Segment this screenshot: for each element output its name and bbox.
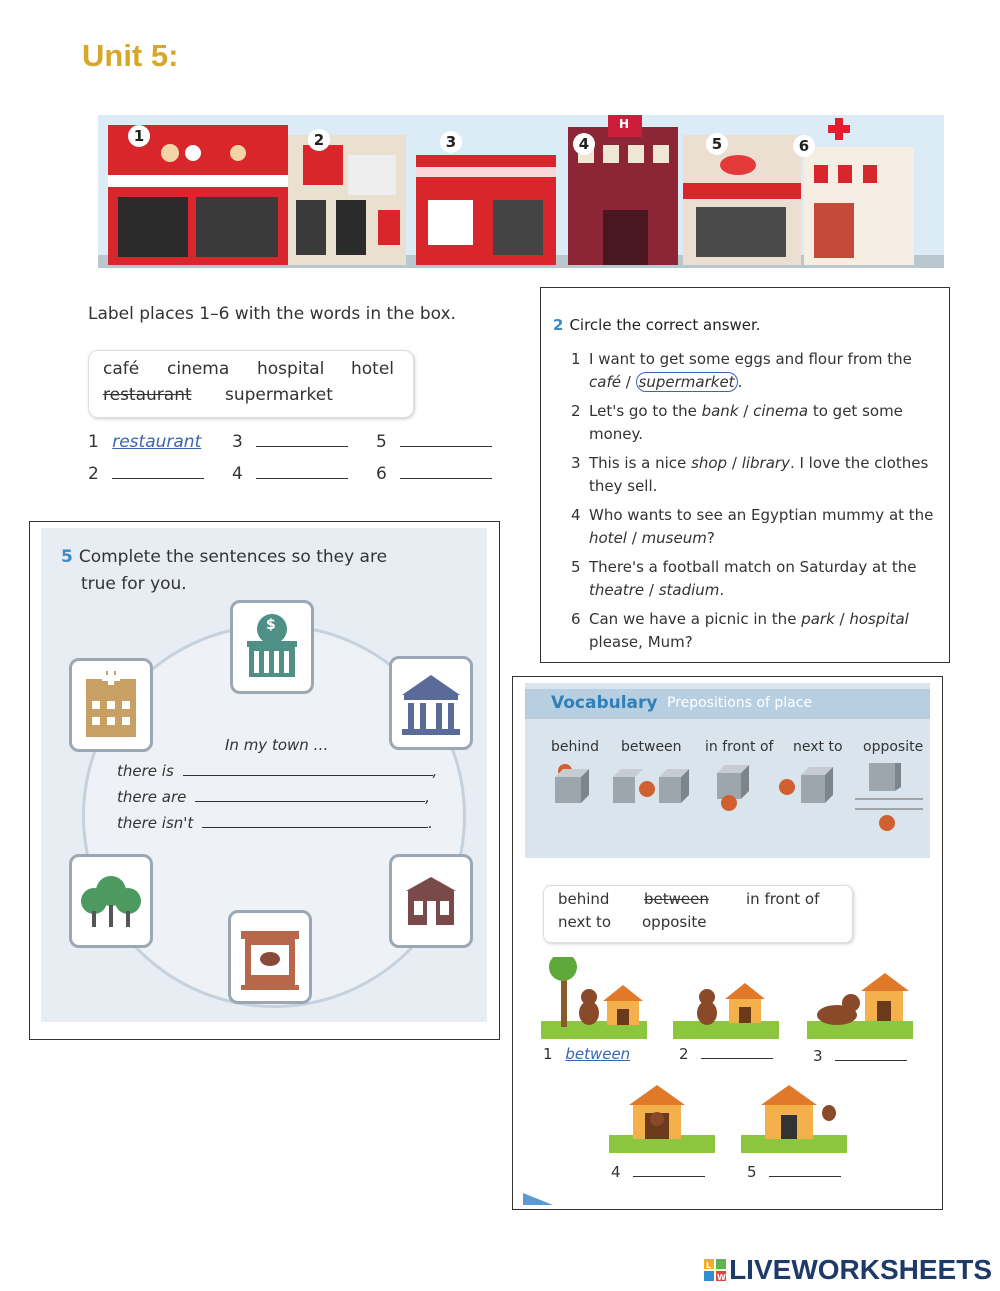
answer-blank[interactable] [701, 1058, 773, 1059]
question-stem: Who wants to see an Egyptian mummy at the [589, 506, 934, 524]
option-a[interactable]: bank [701, 402, 739, 420]
exercise1-answer-5 [376, 432, 492, 452]
answer-blank[interactable] [633, 1176, 705, 1177]
hotel-sign: H [619, 117, 630, 131]
hospital-icon [72, 661, 150, 749]
word-box-item: supermarket [225, 385, 333, 405]
shop-number-5: 5 [706, 133, 728, 155]
answer-number: 4 [611, 1163, 621, 1181]
sentence-start: there is [117, 762, 174, 780]
answer-blank[interactable] [112, 478, 204, 479]
question-number: 5 [571, 558, 581, 576]
cinema-icon-box [228, 910, 312, 1004]
vocabulary-title: Vocabulary [551, 693, 658, 713]
exercise1-answer-3 [232, 432, 348, 452]
logo-mark [704, 1258, 726, 1290]
preposition-cubes-illustration [525, 763, 930, 853]
exercise2-heading [553, 316, 761, 334]
shop-number-3: 3 [440, 131, 462, 153]
heading-line-1: Complete the sentences so they are [78, 547, 388, 567]
exercise1-answer-4 [232, 464, 348, 484]
question-text [589, 504, 941, 550]
word-box-item: café [103, 359, 140, 379]
question-text [589, 348, 941, 394]
option-b[interactable]: cinema [753, 402, 809, 420]
answer-example: between [565, 1045, 631, 1063]
word-box-item-used: restaurant [103, 385, 192, 405]
liveworksheets-logo [704, 1254, 992, 1290]
option-separator: / [626, 529, 642, 547]
sentence-start: there isn't [117, 814, 194, 832]
answer-blank[interactable] [400, 478, 492, 479]
exercise2-box [540, 287, 950, 663]
dog-scene-3 [807, 967, 913, 1049]
option-a[interactable]: café [589, 373, 621, 391]
word-box-item: behind [558, 890, 610, 908]
exercise5-box [29, 521, 500, 1040]
question-number: 6 [571, 610, 581, 628]
shop-icon [392, 857, 470, 945]
answer-number: 5 [747, 1163, 757, 1181]
dog-scene-2 [673, 973, 779, 1055]
word-box-item: in front of [746, 890, 820, 908]
word-box-item-used: between [644, 890, 709, 908]
question-text [589, 400, 941, 446]
exercise5-panel [41, 528, 487, 1022]
question-stem: This is a nice [589, 454, 692, 472]
logo-text: LIVEWORKSHEETS [729, 1254, 992, 1285]
dog-scene-1 [541, 957, 647, 1039]
vocabulary-panel [525, 683, 930, 858]
preposition-label: opposite [863, 739, 924, 755]
exercise1-word-box [88, 350, 414, 418]
preposition-label: next to [793, 739, 843, 755]
answer-blank[interactable] [835, 1060, 907, 1061]
preposition-label: behind [551, 739, 600, 755]
exercise-number: 5 [61, 547, 73, 567]
logo-mark-w: W [717, 1273, 726, 1282]
dog-scene-4 [609, 1083, 715, 1165]
answer-number: 1 [543, 1045, 553, 1063]
vocabulary-header [525, 689, 930, 719]
vocab-answer-3 [813, 1047, 907, 1065]
option-b-circled[interactable]: supermarket [636, 372, 738, 392]
word-box-item: hotel [351, 359, 395, 379]
answer-number: 3 [813, 1047, 823, 1065]
option-a[interactable]: theatre [589, 581, 645, 599]
option-b[interactable]: stadium [658, 581, 720, 599]
answer-number: 1 [88, 432, 99, 452]
option-separator: / [727, 454, 742, 472]
park-icon-box [69, 854, 153, 948]
sentence-blank[interactable] [183, 775, 433, 776]
option-b[interactable]: museum [641, 529, 707, 547]
hospital-icon-box [69, 658, 153, 752]
bank-icon-box [230, 600, 314, 694]
heading-line-2: true for you. [81, 574, 187, 594]
sentence-blank[interactable] [202, 827, 428, 828]
word-box-item: hospital [257, 359, 325, 379]
option-separator: / [738, 402, 754, 420]
vocabulary-word-box [543, 885, 853, 943]
answer-number: 6 [376, 464, 387, 484]
preposition-label: in front of [705, 739, 774, 755]
vocab-answer-2 [679, 1045, 773, 1063]
exercise-number: 2 [553, 316, 564, 334]
sentence-start: there are [117, 788, 187, 806]
shop-number-6: 6 [793, 135, 815, 157]
word-box-item: opposite [642, 913, 707, 931]
vocab-answer-4 [611, 1163, 705, 1181]
question-number: 4 [571, 506, 581, 524]
answer-blank[interactable] [400, 446, 492, 447]
answer-number: 2 [679, 1045, 689, 1063]
question-number: 3 [571, 454, 581, 472]
vocab-answer-1 [543, 1045, 630, 1063]
exercise5-heading [61, 544, 387, 598]
town-heading: In my town … [225, 736, 329, 754]
dollar-sign: $ [266, 617, 276, 633]
question-end: to get some money. [589, 402, 903, 443]
answer-number: 5 [376, 432, 387, 452]
option-a[interactable]: hotel [589, 529, 627, 547]
exercise1-answer-6 [376, 464, 492, 484]
question-stem: I want to get some eggs and flour from the [589, 350, 912, 368]
word-box-item: next to [558, 913, 612, 931]
theatre-icon [231, 913, 309, 1001]
question-number: 1 [571, 350, 581, 368]
answer-blank[interactable] [256, 446, 348, 447]
vocabulary-subtitle: Prepositions of place [667, 695, 813, 711]
question-text [589, 452, 941, 498]
answer-number: 3 [232, 432, 243, 452]
preposition-label: between [621, 739, 682, 755]
exercise1-answer-2 [88, 464, 204, 484]
museum-icon [392, 659, 470, 747]
park-trees-icon [72, 857, 150, 945]
sentence-line-3 [117, 814, 433, 832]
question-end: please, Mum? [589, 633, 693, 651]
shop-icon-box [389, 854, 473, 948]
sentence-line-2 [117, 788, 430, 806]
street-scene [98, 115, 944, 268]
logo-mark-l: L [706, 1261, 712, 1270]
option-separator: / [834, 610, 850, 628]
sentence-blank[interactable] [195, 801, 425, 802]
heading-text: Circle the correct answer. [569, 316, 761, 334]
question-end: . [719, 581, 725, 599]
dog-scene-5 [741, 1083, 847, 1165]
vocab-answer-5 [747, 1163, 841, 1181]
question-number: 2 [571, 402, 581, 420]
sentence-line-1 [117, 762, 437, 780]
question-end: . I love the clothes they sell. [589, 454, 929, 495]
question-end: ? [706, 529, 715, 547]
answer-number: 2 [88, 464, 99, 484]
answer-example: restaurant [112, 432, 202, 452]
corner-decoration [523, 1193, 553, 1205]
option-a[interactable]: park [801, 610, 835, 628]
sentence-end: , [432, 762, 438, 780]
question-text [589, 608, 941, 654]
museum-icon-box [389, 656, 473, 750]
exercise1-instruction: Label places 1–6 with the words in the box. [88, 304, 456, 324]
answer-blank[interactable] [769, 1176, 841, 1177]
option-a[interactable]: shop [691, 454, 728, 472]
option-b[interactable]: library [741, 454, 790, 472]
answer-blank[interactable] [256, 478, 348, 479]
question-stem: Let's go to the [589, 402, 702, 420]
word-box-item: cinema [167, 359, 230, 379]
option-separator: / [620, 373, 636, 391]
shop-number-4: 4 [573, 133, 595, 155]
option-separator: / [644, 581, 659, 599]
question-stem: Can we have a picnic in the [589, 610, 802, 628]
exercise1-answer-1 [88, 432, 201, 452]
vocabulary-box [512, 676, 943, 1210]
page-title: Unit 5: [82, 38, 179, 73]
option-b[interactable]: hospital [849, 610, 909, 628]
question-end: . [737, 373, 743, 391]
sentence-end: . [428, 814, 433, 832]
answer-number: 4 [232, 464, 243, 484]
shop-number-2: 2 [308, 129, 330, 151]
street-illustration [98, 115, 944, 268]
sentence-end: , [425, 788, 430, 806]
question-text [589, 556, 941, 602]
shop-number-1: 1 [128, 125, 150, 147]
question-stem: There's a football match on Saturday at the [589, 558, 917, 576]
